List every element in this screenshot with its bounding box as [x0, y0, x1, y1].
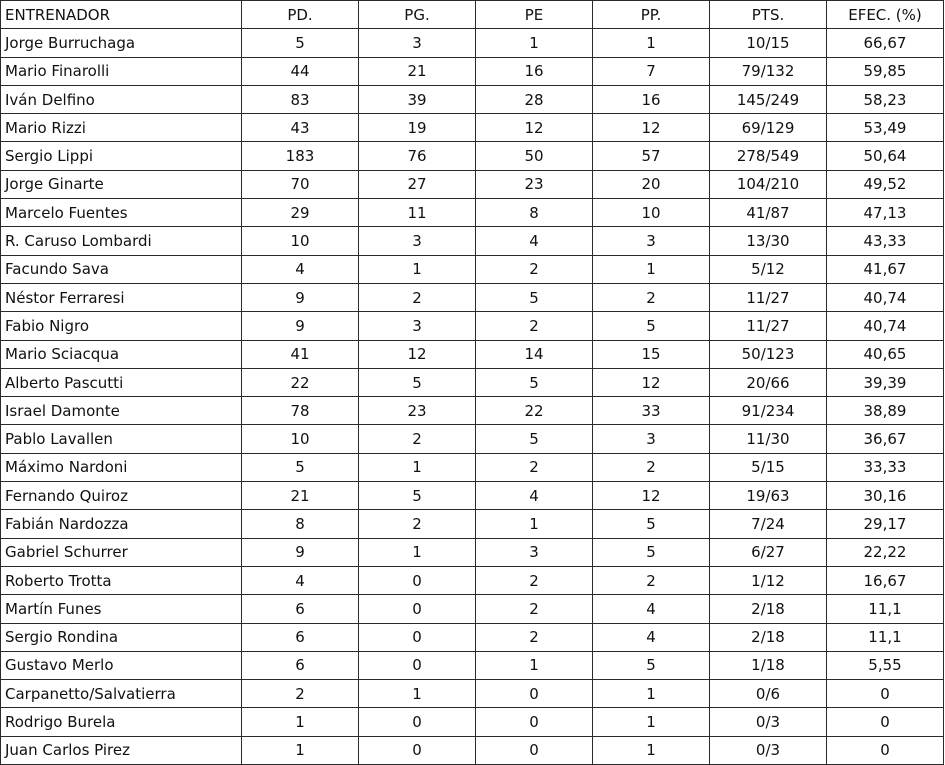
- cell-coach: Facundo Sava: [1, 255, 242, 283]
- cell-coach: Iván Delfino: [1, 85, 242, 113]
- cell-lost: 12: [593, 114, 710, 142]
- cell-drawn: 1: [476, 651, 593, 679]
- cell-won: 76: [359, 142, 476, 170]
- cell-won: 5: [359, 482, 476, 510]
- header-points: PTS.: [710, 1, 827, 29]
- cell-played: 6: [242, 595, 359, 623]
- cell-won: 3: [359, 312, 476, 340]
- cell-points: 11/27: [710, 283, 827, 311]
- header-drawn: PE: [476, 1, 593, 29]
- cell-points: 1/18: [710, 651, 827, 679]
- cell-coach: Juan Carlos Pirez: [1, 736, 242, 764]
- cell-efficiency: 40,74: [827, 312, 944, 340]
- cell-points: 5/15: [710, 453, 827, 481]
- cell-efficiency: 47,13: [827, 199, 944, 227]
- cell-points: 19/63: [710, 482, 827, 510]
- cell-won: 1: [359, 680, 476, 708]
- cell-drawn: 2: [476, 623, 593, 651]
- cell-points: 20/66: [710, 368, 827, 396]
- cell-played: 4: [242, 566, 359, 594]
- cell-efficiency: 33,33: [827, 453, 944, 481]
- cell-won: 11: [359, 199, 476, 227]
- cell-coach: R. Caruso Lombardi: [1, 227, 242, 255]
- cell-lost: 5: [593, 312, 710, 340]
- cell-won: 27: [359, 170, 476, 198]
- cell-points: 91/234: [710, 397, 827, 425]
- cell-points: 50/123: [710, 340, 827, 368]
- cell-lost: 1: [593, 29, 710, 57]
- cell-played: 29: [242, 199, 359, 227]
- cell-drawn: 5: [476, 368, 593, 396]
- cell-points: 2/18: [710, 623, 827, 651]
- cell-points: 10/15: [710, 29, 827, 57]
- cell-played: 9: [242, 312, 359, 340]
- cell-coach: Marcelo Fuentes: [1, 199, 242, 227]
- cell-coach: Pablo Lavallen: [1, 425, 242, 453]
- cell-drawn: 23: [476, 170, 593, 198]
- cell-drawn: 1: [476, 510, 593, 538]
- cell-drawn: 0: [476, 736, 593, 764]
- cell-drawn: 22: [476, 397, 593, 425]
- table-row: [1, 538, 944, 566]
- cell-played: 6: [242, 623, 359, 651]
- cell-points: 278/549: [710, 142, 827, 170]
- cell-played: 1: [242, 736, 359, 764]
- header-coach: ENTRENADOR: [1, 1, 242, 29]
- cell-lost: 12: [593, 368, 710, 396]
- table-row: [1, 708, 944, 736]
- cell-played: 9: [242, 538, 359, 566]
- cell-coach: Roberto Trotta: [1, 566, 242, 594]
- cell-coach: Martín Funes: [1, 595, 242, 623]
- cell-drawn: 2: [476, 595, 593, 623]
- table-row: [1, 85, 944, 113]
- cell-efficiency: 66,67: [827, 29, 944, 57]
- header-played: PD.: [242, 1, 359, 29]
- cell-points: 0/3: [710, 736, 827, 764]
- cell-won: 0: [359, 623, 476, 651]
- cell-coach: Mario Finarolli: [1, 57, 242, 85]
- cell-points: 5/12: [710, 255, 827, 283]
- cell-played: 9: [242, 283, 359, 311]
- cell-played: 21: [242, 482, 359, 510]
- table-row: [1, 595, 944, 623]
- cell-points: 11/27: [710, 312, 827, 340]
- cell-played: 183: [242, 142, 359, 170]
- cell-drawn: 50: [476, 142, 593, 170]
- cell-won: 0: [359, 708, 476, 736]
- cell-efficiency: 38,89: [827, 397, 944, 425]
- cell-won: 2: [359, 283, 476, 311]
- table-row: [1, 736, 944, 764]
- cell-coach: Néstor Ferraresi: [1, 283, 242, 311]
- cell-points: 69/129: [710, 114, 827, 142]
- cell-coach: Gustavo Merlo: [1, 651, 242, 679]
- cell-won: 23: [359, 397, 476, 425]
- cell-efficiency: 39,39: [827, 368, 944, 396]
- cell-efficiency: 59,85: [827, 57, 944, 85]
- cell-won: 0: [359, 566, 476, 594]
- cell-played: 1: [242, 708, 359, 736]
- cell-coach: Israel Damonte: [1, 397, 242, 425]
- cell-won: 12: [359, 340, 476, 368]
- cell-efficiency: 40,74: [827, 283, 944, 311]
- cell-lost: 10: [593, 199, 710, 227]
- table-row: [1, 255, 944, 283]
- cell-lost: 57: [593, 142, 710, 170]
- cell-efficiency: 0: [827, 708, 944, 736]
- cell-won: 0: [359, 595, 476, 623]
- cell-drawn: 4: [476, 482, 593, 510]
- cell-played: 43: [242, 114, 359, 142]
- cell-coach: Mario Sciacqua: [1, 340, 242, 368]
- cell-played: 78: [242, 397, 359, 425]
- cell-efficiency: 53,49: [827, 114, 944, 142]
- cell-played: 5: [242, 29, 359, 57]
- cell-efficiency: 0: [827, 736, 944, 764]
- cell-lost: 1: [593, 255, 710, 283]
- cell-won: 39: [359, 85, 476, 113]
- table-row: [1, 425, 944, 453]
- cell-played: 70: [242, 170, 359, 198]
- cell-coach: Alberto Pascutti: [1, 368, 242, 396]
- cell-drawn: 5: [476, 283, 593, 311]
- cell-drawn: 1: [476, 29, 593, 57]
- cell-won: 0: [359, 651, 476, 679]
- cell-lost: 4: [593, 595, 710, 623]
- cell-points: 104/210: [710, 170, 827, 198]
- header-row: [1, 1, 944, 29]
- cell-played: 44: [242, 57, 359, 85]
- cell-coach: Sergio Rondina: [1, 623, 242, 651]
- table-row: [1, 651, 944, 679]
- cell-won: 19: [359, 114, 476, 142]
- table-row: [1, 114, 944, 142]
- cell-won: 0: [359, 736, 476, 764]
- cell-lost: 5: [593, 538, 710, 566]
- cell-efficiency: 41,67: [827, 255, 944, 283]
- cell-coach: Mario Rizzi: [1, 114, 242, 142]
- cell-points: 79/132: [710, 57, 827, 85]
- header-lost: PP.: [593, 1, 710, 29]
- cell-points: 13/30: [710, 227, 827, 255]
- cell-coach: Fabián Nardozza: [1, 510, 242, 538]
- cell-lost: 20: [593, 170, 710, 198]
- cell-lost: 3: [593, 425, 710, 453]
- cell-lost: 3: [593, 227, 710, 255]
- cell-played: 22: [242, 368, 359, 396]
- cell-won: 3: [359, 29, 476, 57]
- cell-coach: Jorge Burruchaga: [1, 29, 242, 57]
- cell-efficiency: 11,1: [827, 595, 944, 623]
- cell-won: 2: [359, 425, 476, 453]
- cell-won: 1: [359, 538, 476, 566]
- cell-efficiency: 36,67: [827, 425, 944, 453]
- cell-points: 7/24: [710, 510, 827, 538]
- cell-efficiency: 30,16: [827, 482, 944, 510]
- table-row: [1, 283, 944, 311]
- cell-drawn: 12: [476, 114, 593, 142]
- table-row: [1, 227, 944, 255]
- cell-lost: 5: [593, 510, 710, 538]
- cell-efficiency: 29,17: [827, 510, 944, 538]
- cell-points: 6/27: [710, 538, 827, 566]
- cell-played: 8: [242, 510, 359, 538]
- header-efficiency: EFEC. (%): [827, 1, 944, 29]
- cell-lost: 2: [593, 453, 710, 481]
- cell-coach: Fabio Nigro: [1, 312, 242, 340]
- cell-drawn: 14: [476, 340, 593, 368]
- cell-played: 6: [242, 651, 359, 679]
- table-row: [1, 680, 944, 708]
- cell-points: 1/12: [710, 566, 827, 594]
- cell-coach: Fernando Quiroz: [1, 482, 242, 510]
- cell-played: 10: [242, 227, 359, 255]
- cell-played: 83: [242, 85, 359, 113]
- table-body: [1, 29, 944, 765]
- cell-played: 4: [242, 255, 359, 283]
- cell-efficiency: 50,64: [827, 142, 944, 170]
- cell-drawn: 16: [476, 57, 593, 85]
- cell-points: 41/87: [710, 199, 827, 227]
- table-row: [1, 312, 944, 340]
- cell-coach: Carpanetto/Salvatierra: [1, 680, 242, 708]
- cell-drawn: 0: [476, 708, 593, 736]
- cell-drawn: 3: [476, 538, 593, 566]
- cell-won: 1: [359, 255, 476, 283]
- cell-lost: 1: [593, 708, 710, 736]
- cell-drawn: 28: [476, 85, 593, 113]
- cell-drawn: 2: [476, 255, 593, 283]
- cell-played: 5: [242, 453, 359, 481]
- table-row: [1, 453, 944, 481]
- table-row: [1, 368, 944, 396]
- cell-won: 2: [359, 510, 476, 538]
- cell-lost: 7: [593, 57, 710, 85]
- cell-won: 21: [359, 57, 476, 85]
- cell-coach: Máximo Nardoni: [1, 453, 242, 481]
- table-row: [1, 57, 944, 85]
- cell-efficiency: 43,33: [827, 227, 944, 255]
- cell-efficiency: 40,65: [827, 340, 944, 368]
- cell-drawn: 2: [476, 453, 593, 481]
- cell-drawn: 5: [476, 425, 593, 453]
- cell-drawn: 2: [476, 312, 593, 340]
- cell-points: 0/3: [710, 708, 827, 736]
- cell-drawn: 4: [476, 227, 593, 255]
- table-header: [1, 1, 944, 29]
- cell-won: 1: [359, 453, 476, 481]
- cell-efficiency: 49,52: [827, 170, 944, 198]
- cell-coach: Gabriel Schurrer: [1, 538, 242, 566]
- table-row: [1, 142, 944, 170]
- cell-lost: 15: [593, 340, 710, 368]
- cell-points: 2/18: [710, 595, 827, 623]
- cell-lost: 1: [593, 736, 710, 764]
- cell-efficiency: 5,55: [827, 651, 944, 679]
- cell-lost: 1: [593, 680, 710, 708]
- cell-drawn: 0: [476, 680, 593, 708]
- table-row: [1, 170, 944, 198]
- cell-points: 145/249: [710, 85, 827, 113]
- cell-won: 3: [359, 227, 476, 255]
- table-row: [1, 510, 944, 538]
- cell-lost: 16: [593, 85, 710, 113]
- cell-efficiency: 22,22: [827, 538, 944, 566]
- cell-lost: 33: [593, 397, 710, 425]
- cell-lost: 12: [593, 482, 710, 510]
- cell-efficiency: 11,1: [827, 623, 944, 651]
- cell-points: 11/30: [710, 425, 827, 453]
- cell-efficiency: 58,23: [827, 85, 944, 113]
- cell-drawn: 8: [476, 199, 593, 227]
- table-row: [1, 199, 944, 227]
- table-row: [1, 29, 944, 57]
- table-row: [1, 397, 944, 425]
- cell-coach: Sergio Lippi: [1, 142, 242, 170]
- cell-played: 2: [242, 680, 359, 708]
- cell-played: 10: [242, 425, 359, 453]
- header-won: PG.: [359, 1, 476, 29]
- cell-efficiency: 16,67: [827, 566, 944, 594]
- cell-lost: 4: [593, 623, 710, 651]
- cell-lost: 5: [593, 651, 710, 679]
- cell-coach: Jorge Ginarte: [1, 170, 242, 198]
- table-row: [1, 623, 944, 651]
- table-row: [1, 340, 944, 368]
- cell-coach: Rodrigo Burela: [1, 708, 242, 736]
- cell-points: 0/6: [710, 680, 827, 708]
- table-row: [1, 482, 944, 510]
- cell-lost: 2: [593, 566, 710, 594]
- table-row: [1, 566, 944, 594]
- cell-lost: 2: [593, 283, 710, 311]
- cell-drawn: 2: [476, 566, 593, 594]
- cell-efficiency: 0: [827, 680, 944, 708]
- cell-played: 41: [242, 340, 359, 368]
- cell-won: 5: [359, 368, 476, 396]
